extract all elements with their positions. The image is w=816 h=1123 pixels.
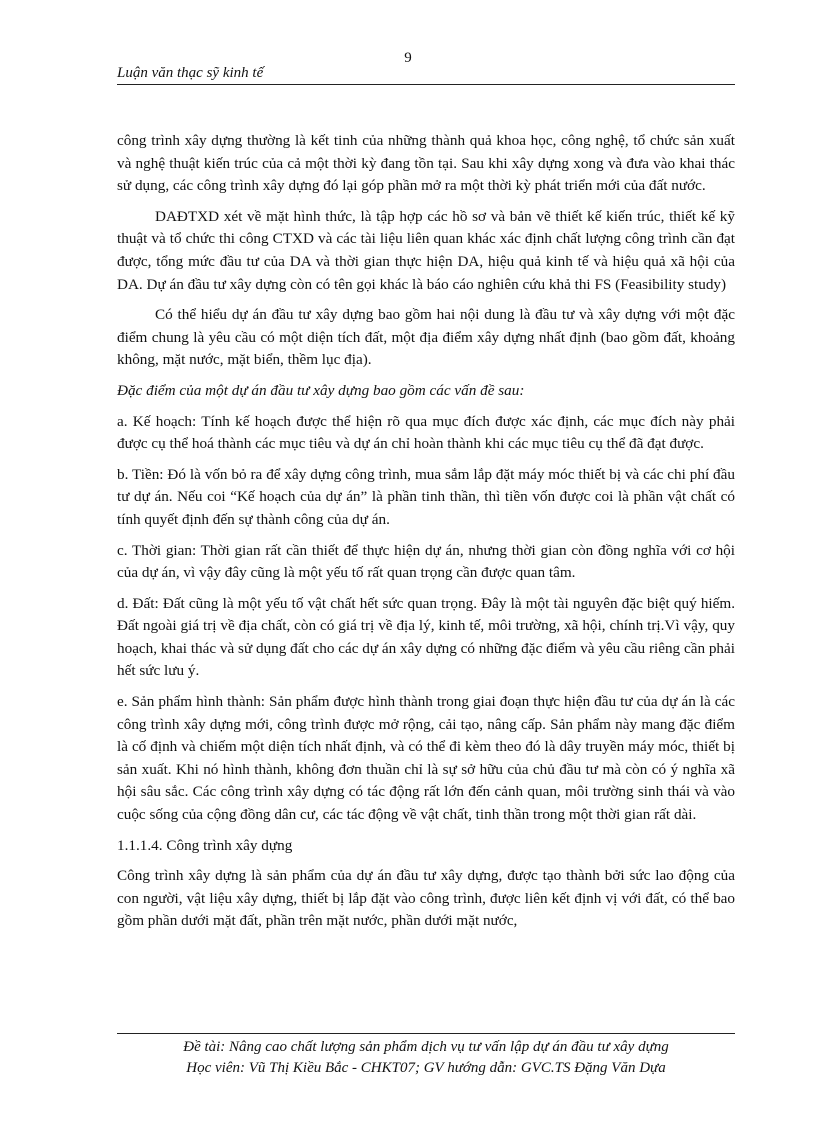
document-body <box>117 130 735 941</box>
subheading-characteristics: Đặc điểm của một dự án đầu tư xây dựng bao gồm các vấn đề sau: <box>117 381 525 399</box>
paragraph-daxtd-definition: DAĐTXD xét về mặt hình thức, là tập hợp các hồ sơ và bản vẽ thiết kế kiến trúc, thiết kế kỹ thuật và tổ chức thi công CTXD và các tài liệu liên quan khác xác định chất lượng công trình cần đạt được, tổng mức đầu tư của DA và thời gian thực hiện DA, hiệu quả kinh tế và hiệu quả xã hội của DA. Dự án đầu tư xây dựng còn có tên gọi khác là báo cáo nghiên cứu khả thi FS (Feasibility study) <box>117 207 735 293</box>
item-e-product: e. Sản phẩm hình thành: Sản phẩm được hình thành trong giai đoạn thực hiện đầu tư của dự án là các công trình xây dựng mới, công trình được mở rộng, cải tạo, nâng cấp. Sản phẩm này mang đặc điểm là cố định và chiếm một diện tích nhất định, và có thể đi kèm theo đó là dây truyền máy móc, thiết bị sản xuất. Khi nó hình thành, không đơn thuần chỉ là sự sở hữu của chủ đầu tư mà còn có ý nghĩa xã hội sâu sắc. Các công trình xây dựng có tác động rất lớn đến cảnh quan, môi trường sinh thái và vào cuộc sống của cộng đồng dân cư, các tác động về vật chất, tinh thần trong một thời gian rất dài. <box>117 693 735 824</box>
item-a-plan: a. Kế hoạch: Tính kế hoạch được thể hiện rõ qua mục đích được xác định, các mục đích này phải được cụ thể hoá thành các mục tiêu và dự án chỉ hoàn thành khi các mục tiêu cụ thể đã đạt được. <box>117 412 735 453</box>
paragraph-intro: công trình xây dựng thường là kết tinh của những thành quả khoa học, công nghệ, tổ chức sản xuất và nghệ thuật kiến trúc của cả một thời kỳ đang tồn tại. Sau khi xây dựng xong và đưa vào khai thác sử dụng, các công trình xây dựng đó lại góp phần mở ra một thời kỳ phát triển mới của đất nước. <box>117 132 735 195</box>
footer-topic: Đề tài: Nâng cao chất lượng sản phẩm dịch vụ tư vấn lập dự án đầu tư xây dựng <box>183 1039 669 1055</box>
item-d-land: d. Đất: Đất cũng là một yếu tố vật chất hết sức quan trọng. Đây là một tài nguyên đặc biệt quý hiếm. Đất ngoài giá trị về địa chất, còn có giá trị về địa lý, kinh tế, môi trường, xã hội, chính trị.Vì vậy, quy hoạch, khai thác và sử dụng đất cho các dự án xây dựng có những đặc điểm và yêu cầu riêng cần phải hết sức lưu ý. <box>117 594 735 680</box>
page-number: 9 <box>404 50 412 66</box>
footer-divider <box>117 1033 735 1034</box>
running-header-title: Luận văn thạc sỹ kinh tế <box>117 65 735 85</box>
page-footer <box>117 1037 735 1079</box>
paragraph-construction-work: Công trình xây dựng là sản phẩm của dự án đầu tư xây dựng, được tạo thành bởi sức lao động của con người, vật liệu xây dựng, thiết bị lắp đặt vào công trình, được liên kết định vị với đất, có thể bao gồm phần dưới mặt đất, phần trên mặt nước, phần dưới mặt nước, <box>117 867 735 930</box>
paragraph-daxtd-content: Có thể hiểu dự án đầu tư xây dựng bao gồm hai nội dung là đầu tư và xây dựng với một đặc điểm chung là yêu cầu có một diện tích đất, một địa điểm xây dựng nhất định (bao gồm đất, khoảng không, mặt nước, mặt biển, thềm lục địa). <box>117 306 735 369</box>
item-c-time: c. Thời gian: Thời gian rất cần thiết để thực hiện dự án, nhưng thời gian còn đồng nghĩa với cơ hội của dự án, vì vậy đây cũng là một yếu tố rất quan trọng cần được quan tâm. <box>117 541 735 582</box>
section-heading: 1.1.1.4. Công trình xây dựng <box>117 836 293 854</box>
footer-author: Học viên: Vũ Thị Kiều Bắc - CHKT07; GV hướng dẫn: GVC.TS Đặng Văn Dựa <box>186 1060 666 1076</box>
item-b-money: b. Tiền: Đó là vốn bỏ ra để xây dựng công trình, mua sắm lắp đặt máy móc thiết bị và các chi phí đầu tư dự án. Nếu coi “Kế hoạch của dự án” là phần tinh thần, thì tiền vốn được coi là phần vật chất có tính quyết định đến sự thành công của dự án. <box>117 465 735 528</box>
